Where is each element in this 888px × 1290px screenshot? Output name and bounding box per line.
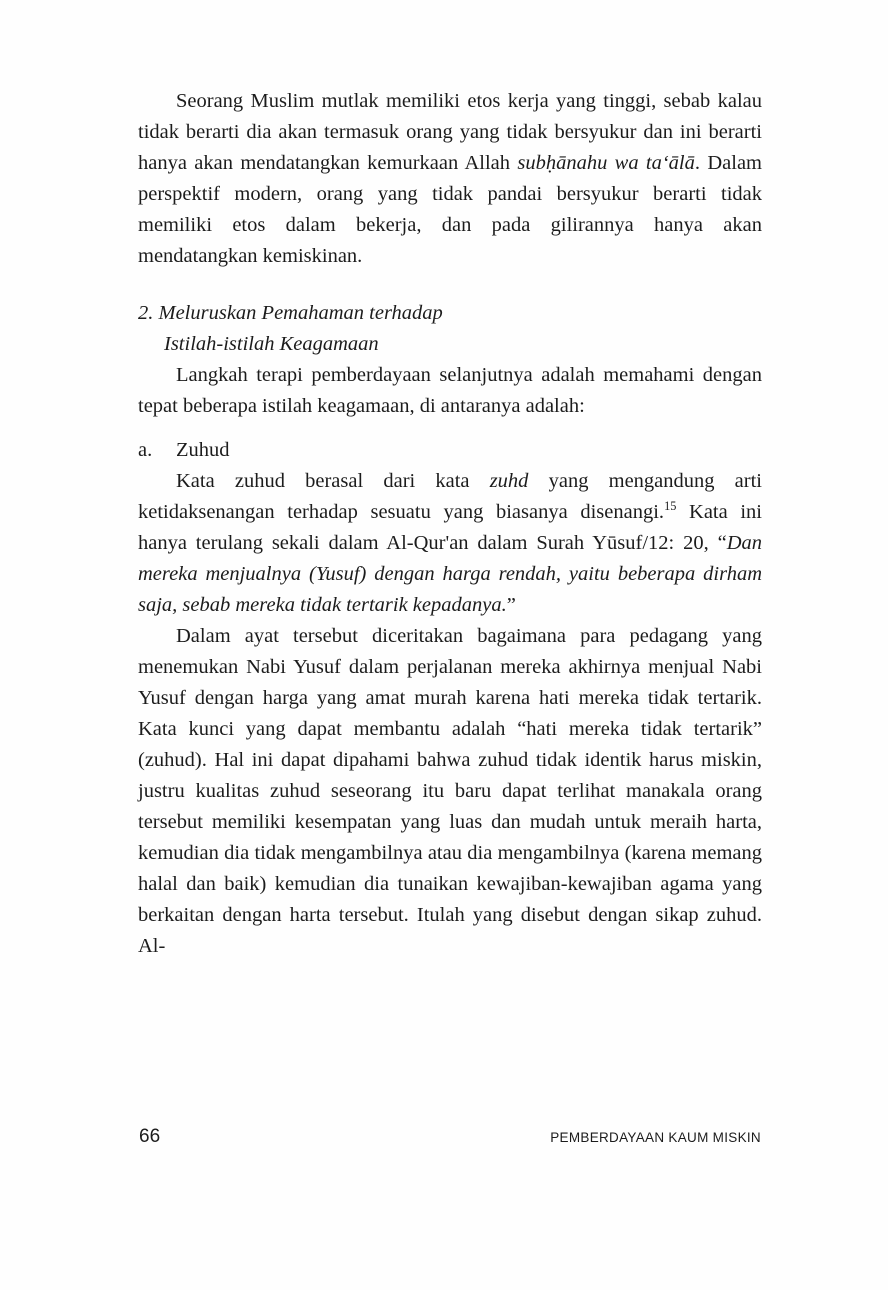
arabic-term-zuhd-italic: zuhd	[489, 470, 529, 492]
paragraph-text: Seorang Muslim mutlak memiliki etos kerja yang tinggi, sebab kalau tidak berarti dia akan termasuk orang yang tidak bersyukur dan ini berarti hanya akan mendatangkan kemurkaan Allah	[138, 90, 762, 174]
paragraph-text: Kata ini hanya terulang sekali dalam Al-Qur'an dalam Surah Yūsuf/12: 20, “	[138, 501, 763, 554]
list-marker-a: a.	[138, 439, 153, 461]
footnote-reference-15: 15	[664, 499, 677, 514]
page-body-text	[138, 86, 762, 962]
section-heading-meluruskan-pemahaman	[138, 298, 762, 360]
page-footer	[139, 1126, 761, 1148]
quran-quote-italic: Dan mereka menjualnya (Yusuf) dengan harga rendah, yaitu beberapa dirham saja, sebab mereka tidak tertarik kepadanya.	[138, 532, 762, 616]
paragraph-text: . Dalam perspektif modern, orang yang tidak pandai bersyukur berarti tidak memiliki etos dalam bekerja, dan pada gilirannya hanya akan mendatangkan kemiskinan.	[138, 152, 762, 267]
section-heading-line1: 2. Meluruskan Pemahaman terhadap	[138, 302, 443, 324]
closing-quote: ”	[506, 594, 516, 616]
paragraph-text: Kata zuhud berasal dari kata	[176, 470, 490, 492]
paragraph-langkah-terapi: Langkah terapi pemberdayaan selanjutnya adalah memahami dengan tepat beberapa istilah keagamaan, di antaranya adalah:	[138, 364, 762, 417]
paragraph-kata-zuhud	[138, 466, 762, 621]
paragraph-dalam-ayat: Dalam ayat tersebut diceritakan bagaimana para pedagang yang menemukan Nabi Yusuf dalam perjalanan mereka akhirnya menjual Nabi Yusuf dengan harga yang amat murah karena hati mereka tidak tertarik. Kata kunci yang dapat membantu adalah “hati mereka tidak tertarik” (zuhud). Hal ini dapat dipahami bahwa zuhud tidak identik harus miskin, justru kualitas zuhud seseorang itu baru dapat terlihat manakala orang tersebut memiliki kesempatan yang luas dan mudah untuk meraih harta, kemudian dia tidak mengambilnya atau dia mengambilnya (karena memang halal dan baik) kemudian dia tunaikan kewajiban-kewajiban agama yang berkaitan dengan harta tersebut. Itulah yang disebut dengan sikap zuhud. Al-	[138, 625, 762, 957]
paragraph-text: yang mengandung arti ketidaksenangan terhadap sesuatu yang biasanya disenangi.	[138, 470, 763, 523]
arabic-honorific-italic: subḥānahu wa ta‘ālā	[517, 152, 695, 174]
list-item-zuhud	[138, 435, 762, 466]
paragraph-etos-kerja	[138, 86, 762, 272]
page-number: 66	[139, 1126, 161, 1147]
list-item-title-zuhud: Zuhud	[176, 439, 230, 461]
section-heading-line2: Istilah-istilah Keagamaan	[164, 333, 379, 355]
running-title: PEMBERDAYAAN KAUM MISKIN	[550, 1130, 761, 1145]
